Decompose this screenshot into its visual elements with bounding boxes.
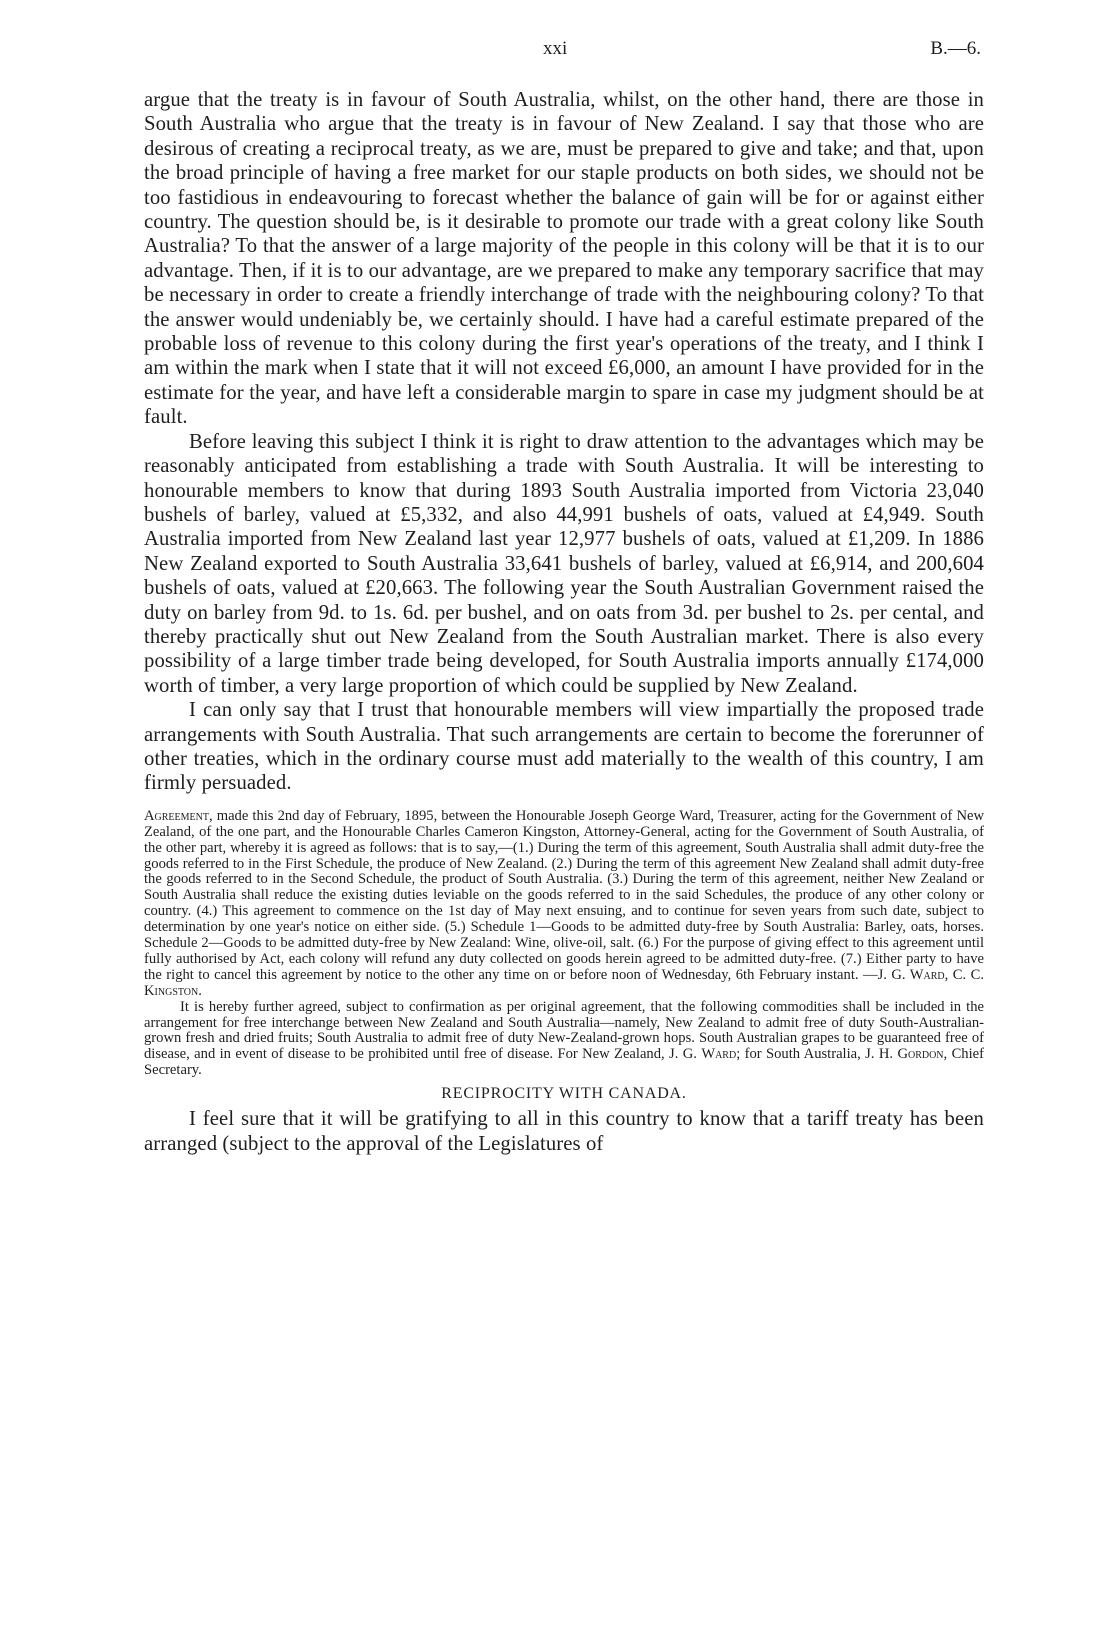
further-agreement-text <box>144 1000 984 1080</box>
paragraph-closing-remarks: I can only say that I trust that honourable members will view impartially the proposed trade arrangements with South Australia. That such arrangements are certain to become the forerunner of other treaties, which in the ordinary course must add materially to the wealth of this country, I am firmly persuaded. <box>144 699 984 795</box>
further-agreement-body: It is hereby further agreed, subject to confirmation as per original agreement, that the following commodities shall be included in the arrangement for free interchange between New Zealand and South Australia—namely, New Zealand to admit free of duty South-Australian-grown fresh and dried fruits; South Australia to admit free of duty New-Zealand-grown hops. South Australian grapes to be guaranteed free of disease, and in event of disease to be prohibited until free of disease. For New Zealand, J. G. <box>144 998 984 1063</box>
signer-south-australia: Gordon <box>897 1046 944 1063</box>
page-number: xxi <box>543 38 568 59</box>
further-agreement-tail: , Chief Secretary. <box>144 1046 984 1079</box>
agreement-body: , made this 2nd day of February, 1895, between the Honourable Joseph George Ward, Treasurer, acting for the Government of New Zealand, of the one part, and the Honourable Charles Cameron Kingston, Attorney-General, acting for the Government of South Australia, of the other part, whereby it is agreed as follows: that is to say,—(1.) During the term of this agreement, South Australia shall admit duty-free the goods referred to in the First Schedule, the produce of New Zealand. (2.) During the term of this agreement New Zealand shall admit duty-free the goods referred to in the Second Schedule, the product of South Australia. (3.) During the term of this agreement, neither New Zealand or South Australia shall reduce the existing duties leviable on the goods referred to in the said Schedules, the produce of any other colony or country. (4.) This agreement to commence on the 1st day of May next ensuing, and to continue for seven years from such date, subject to determination by one year's notice on either side. (5.) Schedule 1—Goods to be admitted duty-free by South Australia: Barley, oats, horses. Schedule 2—Goods to be admitted duty-free by New Zealand: Wine, olive-oil, salt. (6.) For the purpose of giving effect to this agreement until fully authorised by Act, each colony will refund any duty collected on goods herein agreed to be admitted duty-free. (7.) Either party to have the right to cancel this agreement by notice to the other any time on or before noon of Wednesday, 6th February instant. — <box>144 807 984 983</box>
page-header <box>0 38 1114 64</box>
section-heading: RECIPROCITY WITH CANADA. <box>441 1085 687 1103</box>
text-column <box>144 88 984 1156</box>
signer-new-zealand: Ward <box>701 1046 737 1063</box>
agreement-text <box>144 809 984 1000</box>
document-reference: B.—6. <box>930 38 981 59</box>
paragraph-canada-opening: I feel sure that it will be gratifying to all in this country to know that a tariff treaty has been arranged (subject to the approval of the Legislatures of <box>144 1108 984 1155</box>
agreement-lead-word: Agreement <box>144 807 209 824</box>
further-agreement-mid: ; for South Australia, J. H. <box>736 1046 898 1063</box>
paragraph-treaty-balance: argue that the treaty is in favour of South Australia, whilst, on the other hand, there are those in South Australia who argue that the treaty is in favour of New Zealand. I say that those who are desirous of creating a reciprocal treaty, as we are, must be prepared to give and take; and that, upon the broad principle of having a free market for our staple products on both sides, we should not be too fastidious in endeavouring to forecast whether the balance of gain will be for or against either country. The question should be, is it desirable to promote our trade with a great colony like South Australia? To that the answer of a large majority of the people in this colony will be that it is to our advantage. Then, if it is to our advantage, are we prepared to make any temporary sacrifice that may be necessary in order to create a friendly interchange of trade with the neighbouring colony? To that the answer would undeniably be, we certainly should. I have had a careful estimate prepared of the probable loss of revenue to this colony during the first year's operations of the treaty, and I think I am within the mark when I state that it will not exceed £6,000, an amount I have provided for in the estimate for the year, and have left a considerable margin to spare in case my judgment should be at fault. <box>144 89 984 429</box>
paragraph-trade-advantages: Before leaving this subject I think it is right to draw attention to the advantages which may be reasonably anticipated from establishing a trade with South Australia. It will be interesting to honourable members to know that during 1893 South Australia imported from Victoria 23,040 bushels of barley, valued at £5,332, and also 44,991 bushels of oats, valued at £4,949. South Australia imported from New Zealand last year 12,977 bushels of oats, valued at £1,209. In 1886 New Zealand exported to South Australia 33,641 bushels of barley, valued at £6,914, and 200,604 bushels of oats, valued at £20,663. The following year the South Australian Government raised the duty on barley from 9d. to 1s. 6d. per bushel, and on oats from 3d. per bushel to 2s. per cental, and thereby practically shut out New Zealand from the South Australian market. There is also every possibility of a large timber trade being developed, for South Australia imports annually £174,000 worth of timber, a very large proportion of which could be supplied by New Zealand. <box>144 430 984 697</box>
agreement-signatures: J. G. Ward, C. C. Kingston. <box>144 966 984 999</box>
